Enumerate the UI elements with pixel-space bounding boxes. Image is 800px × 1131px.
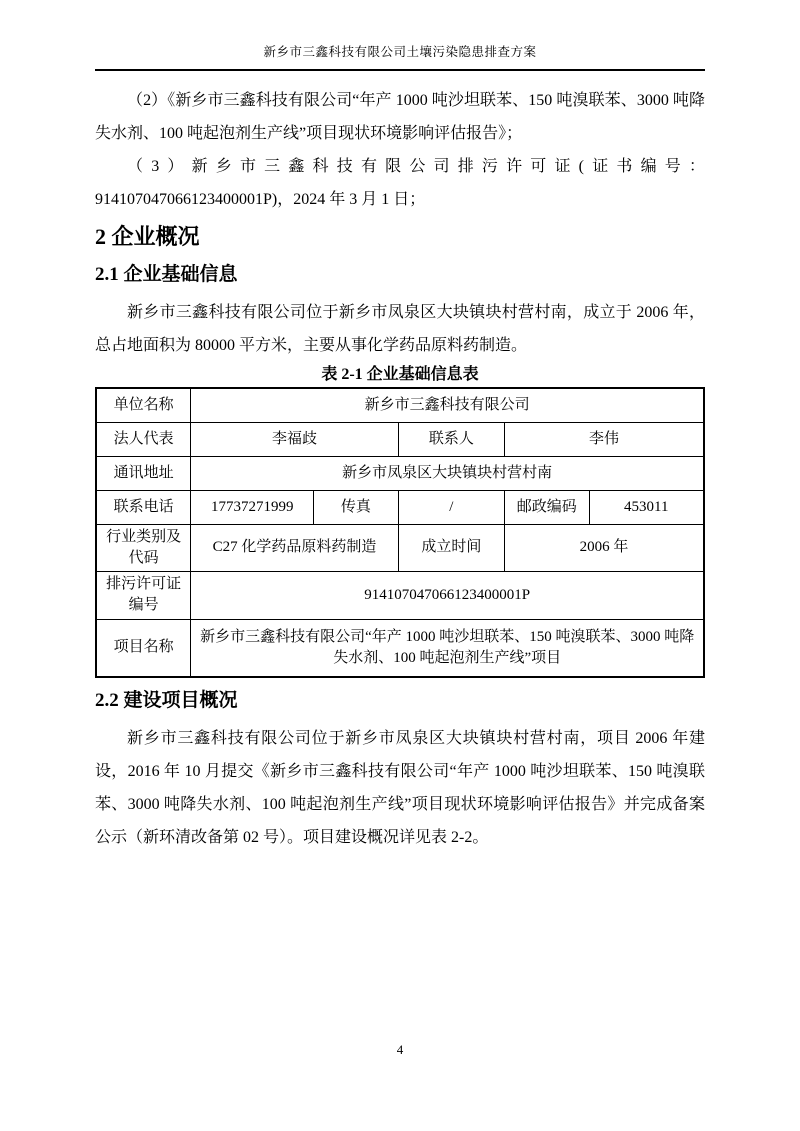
permit-label: 排污许可证编号 xyxy=(96,571,191,619)
fax-label: 传真 xyxy=(314,490,399,524)
page-footer xyxy=(0,1042,800,1058)
address-value: 新乡市凤泉区大块镇块村营村南 xyxy=(191,456,704,490)
table-row-industry xyxy=(96,524,704,571)
page-number: 4 xyxy=(396,1042,404,1057)
page-header xyxy=(95,0,705,71)
founded-value: 2006 年 xyxy=(505,524,704,571)
founded-label: 成立时间 xyxy=(398,524,504,571)
table-row-unit-name xyxy=(96,388,704,422)
section-2-1-paragraph: 新乡市三鑫科技有限公司位于新乡市凤泉区大块镇块村营村南，成立于 2006 年，总占地面积为 80000 平方米，主要从事化学药品原料药制造。 xyxy=(95,304,705,354)
contact-label: 联系人 xyxy=(398,422,504,456)
table-row-permit xyxy=(96,571,704,619)
header-title: 新乡市三鑫科技有限公司土壤污染隐患排查方案 xyxy=(263,45,537,59)
address-label: 通讯地址 xyxy=(96,456,191,490)
table-row-phone xyxy=(96,490,704,524)
postcode-value: 453011 xyxy=(589,490,704,524)
section-2-1-heading: 2.1 企业基础信息 xyxy=(95,264,238,285)
section-2-heading: 2 企业概况 xyxy=(95,224,200,249)
project-label: 项目名称 xyxy=(96,619,191,677)
page-content xyxy=(95,84,705,854)
permit-value: 914107047066123400001P xyxy=(191,571,704,619)
phone-label: 联系电话 xyxy=(96,490,191,524)
unit-name-value: 新乡市三鑫科技有限公司 xyxy=(191,388,704,422)
industry-label: 行业类别及代码 xyxy=(96,524,191,571)
table-2-1-caption: 表 2-1 企业基础信息表 xyxy=(321,366,479,383)
postcode-label: 邮政编码 xyxy=(505,490,590,524)
phone-value: 17737271999 xyxy=(191,490,314,524)
section-2-2-paragraph: 新乡市三鑫科技有限公司位于新乡市凤泉区大块镇块村营村南，项目 2006 年建设，2016 年 10 月提交《新乡市三鑫科技有限公司“年产 1000 吨沙坦联苯、150 吨溴联苯、3000 吨降失水剂、100 吨起泡剂生产线”项目现状环境影响评估报告》并完成备案公示（新环清改备第 02 号）。项目建设概况详见表 2-2。 xyxy=(95,730,705,846)
paragraph-reference-2: （2）《新乡市三鑫科技有限公司“年产 1000 吨沙坦联苯、150 吨溴联苯、3000 吨降失水剂、100 吨起泡剂生产线”项目现状环境影响评估报告》； xyxy=(95,92,705,142)
table-row-legal-rep xyxy=(96,422,704,456)
legal-rep-value: 李福歧 xyxy=(191,422,398,456)
table-2-1-company-info xyxy=(95,387,705,678)
table-row-project xyxy=(96,619,704,677)
paragraph-reference-3: （3）新乡市三鑫科技有限公司排污许可证(证书编号：914107047066123400001P)，2024 年 3 月 1 日； xyxy=(95,158,705,208)
project-value: 新乡市三鑫科技有限公司“年产 1000 吨沙坦联苯、150 吨溴联苯、3000 吨降失水剂、100 吨起泡剂生产线”项目 xyxy=(191,619,704,677)
section-2-2-heading: 2.2 建设项目概况 xyxy=(95,690,238,711)
contact-value: 李伟 xyxy=(505,422,704,456)
table-row-address xyxy=(96,456,704,490)
unit-name-label: 单位名称 xyxy=(96,388,191,422)
fax-value: / xyxy=(398,490,504,524)
industry-value: C27 化学药品原料药制造 xyxy=(191,524,398,571)
legal-rep-label: 法人代表 xyxy=(96,422,191,456)
